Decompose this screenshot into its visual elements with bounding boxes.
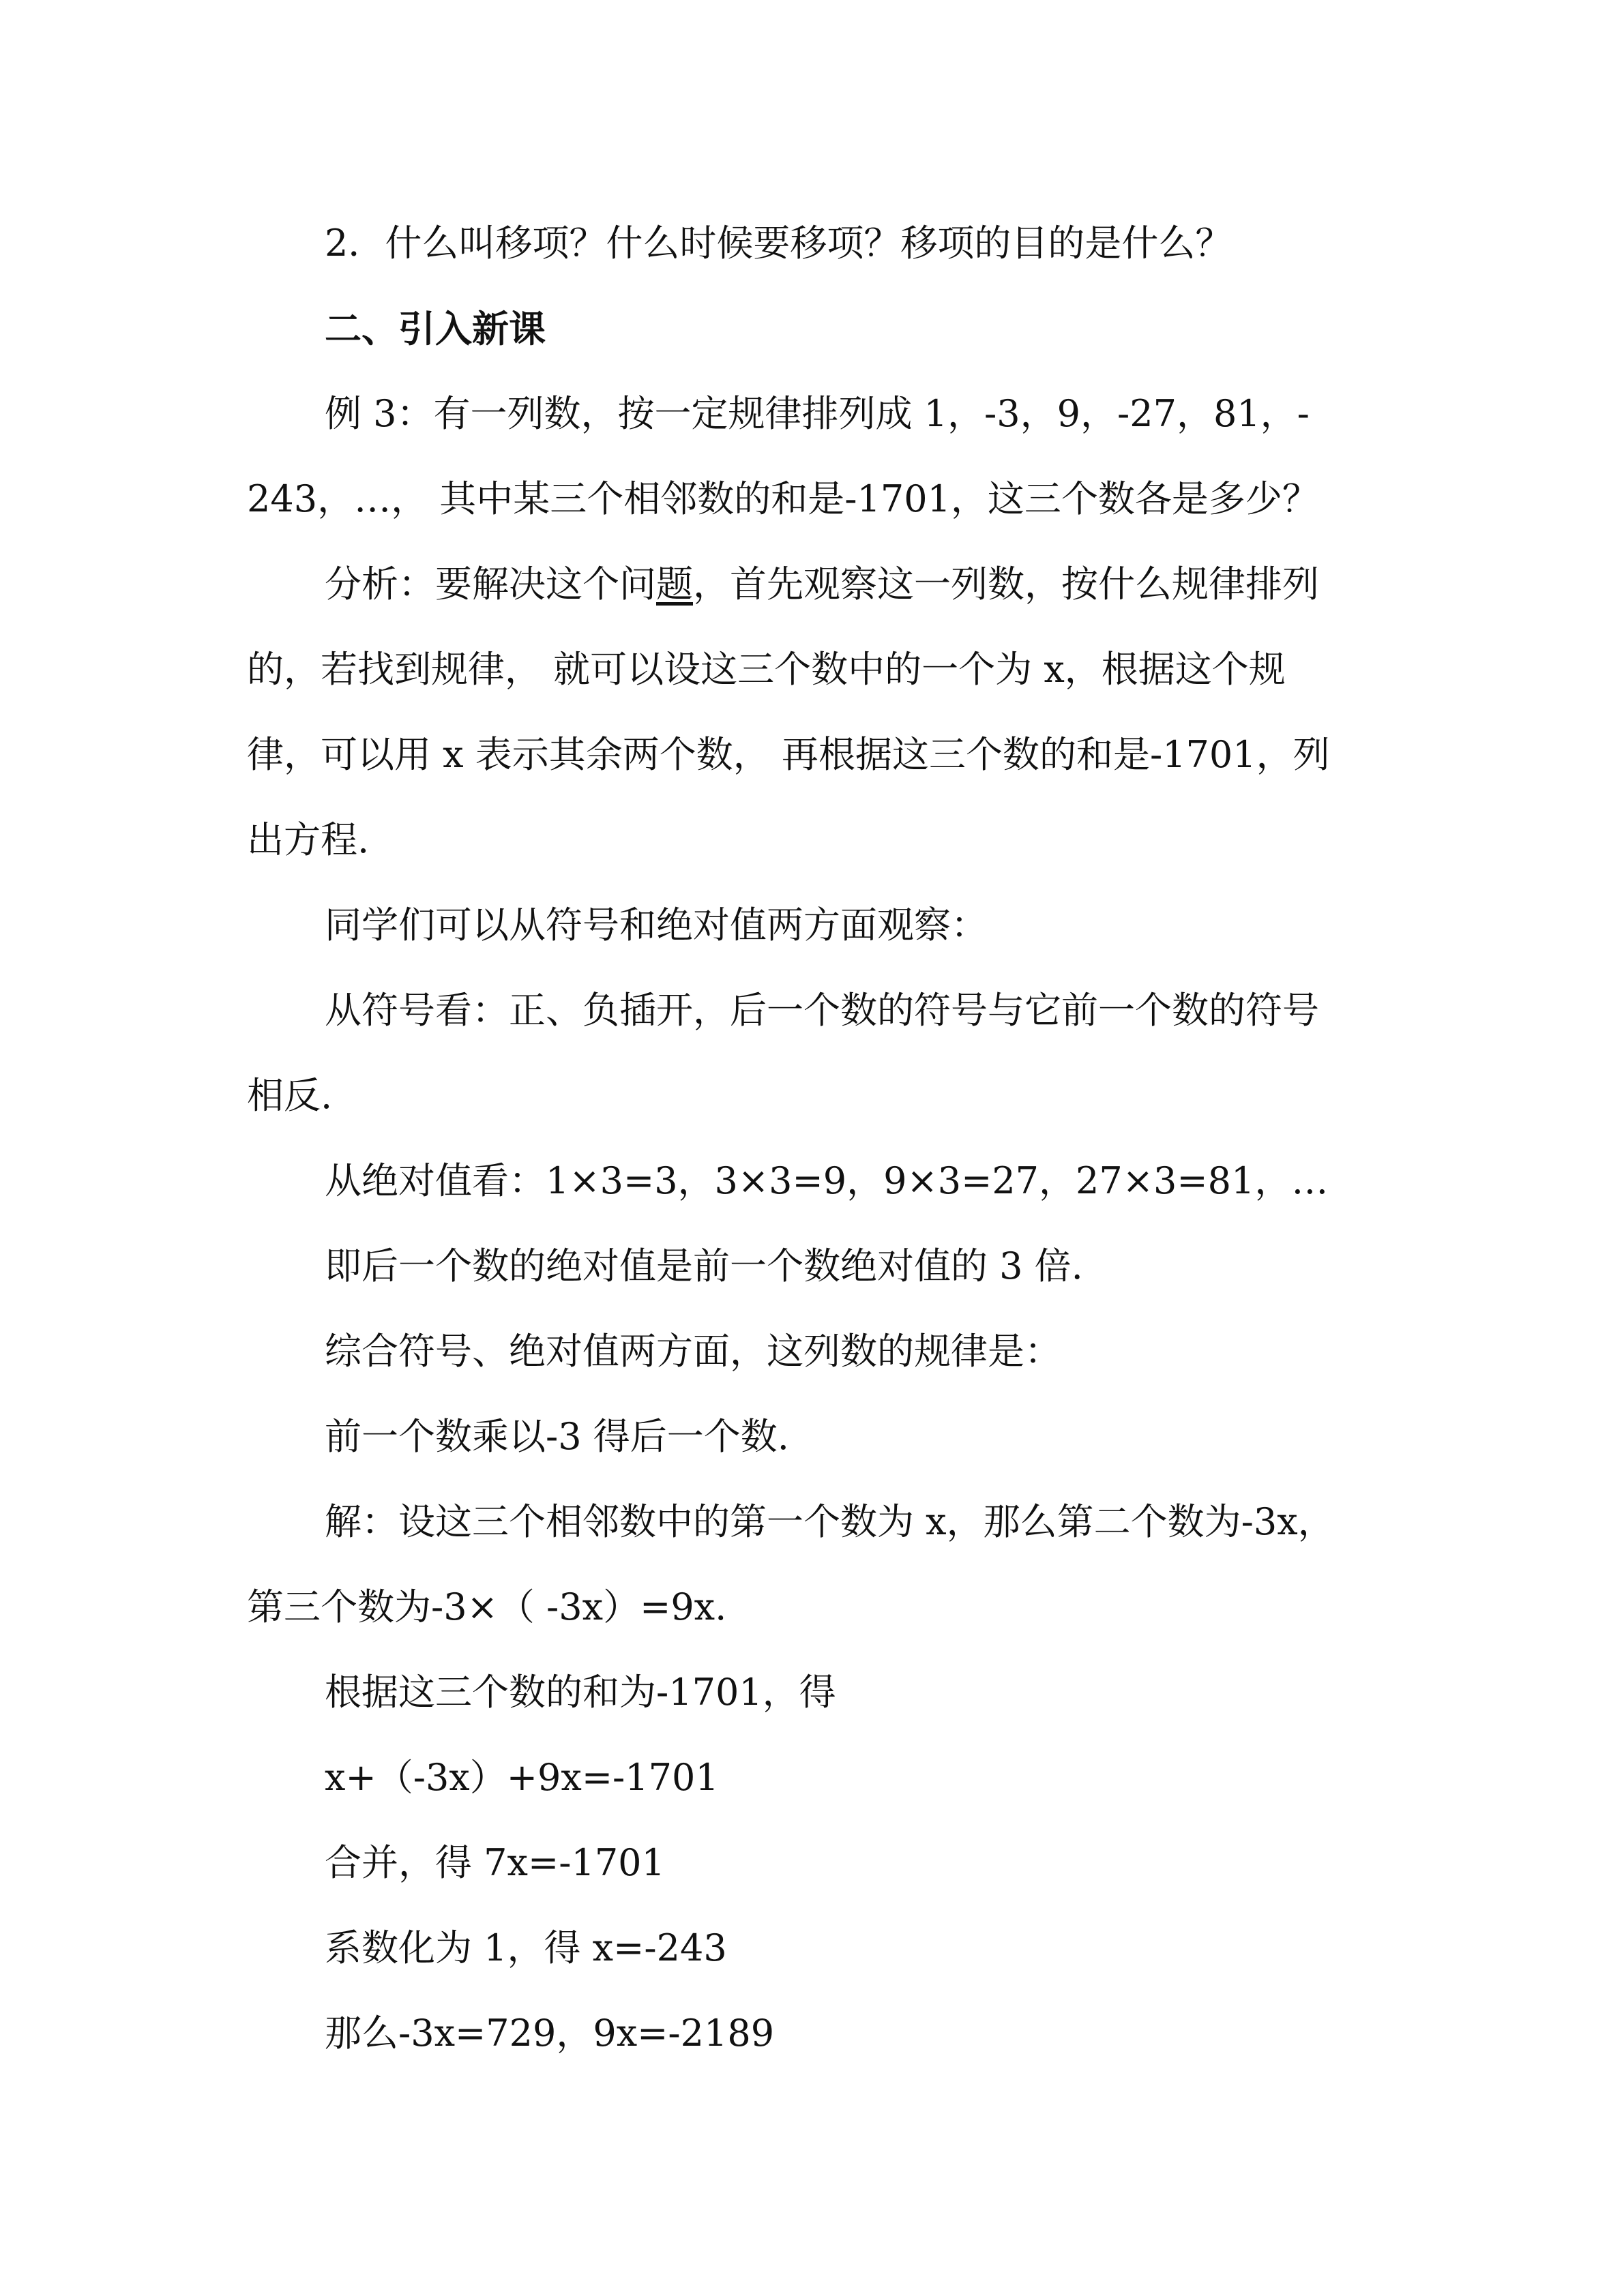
analysis-line-4: 出方程. <box>247 818 370 861</box>
sign-observation-line-2: 相反. <box>247 1074 333 1117</box>
result-line: 那么-3x=729，9x=-2189 <box>325 2012 775 2055</box>
example-3-line-1: 例 3：有一列数，按一定规律排列成 1，-3，9，-27，81，- <box>325 392 1310 435</box>
absolute-value-observation: 从绝对值看：1×3=3，3×3=9，9×3=27，27×3=81，… <box>325 1159 1329 1202</box>
combined-rule: 前一个数乘以-3 得后一个数. <box>325 1415 789 1458</box>
underlined-word: 题 <box>656 563 693 606</box>
analysis-text-post: ，首先观察这一列数，按什么规律排列 <box>693 563 1319 606</box>
analysis-line-1 <box>325 561 1319 608</box>
analysis-text-pre: 分析：要解决这个问 <box>325 563 656 606</box>
analysis-line-3: 律，可以用 x 表示其余两个数， 再根据这三个数的和是-1701，列 <box>247 733 1330 776</box>
analysis-line-2: 的，若找到规律， 就可以设这三个数中的一个为 x，根据这个规 <box>247 648 1286 691</box>
solution-line-1: 解：设这三个相邻数中的第一个数为 x，那么第二个数为-3x， <box>325 1500 1335 1543</box>
coefficient-step: 系数化为 1，得 x=-243 <box>325 1926 727 1969</box>
observe-intro: 同学们可以从符号和绝对值两方面观察： <box>325 904 988 946</box>
section-heading: 二、引入新课 <box>325 307 546 351</box>
equation: x+（-3x）+9x=-1701 <box>325 1756 719 1799</box>
combined-rule-intro: 综合符号、绝对值两方面，这列数的规律是： <box>325 1330 1061 1373</box>
absolute-value-conclusion: 即后一个数的绝对值是前一个数绝对值的 3 倍. <box>325 1244 1083 1287</box>
equation-intro: 根据这三个数的和为-1701，得 <box>325 1671 836 1714</box>
solution-line-2: 第三个数为-3×（ -3x）=9x. <box>247 1585 727 1628</box>
combine-step: 合并，得 7x=-1701 <box>325 1841 665 1884</box>
question-2-line: 2．什么叫移项？什么时候要移项？移项的目的是什么？ <box>325 222 1232 265</box>
example-3-line-2: 243，…， 其中某三个相邻数的和是-1701，这三个数各是多少？ <box>247 477 1319 520</box>
sign-observation-line-1: 从符号看：正、负插开，后一个数的符号与它前一个数的符号 <box>325 989 1319 1032</box>
